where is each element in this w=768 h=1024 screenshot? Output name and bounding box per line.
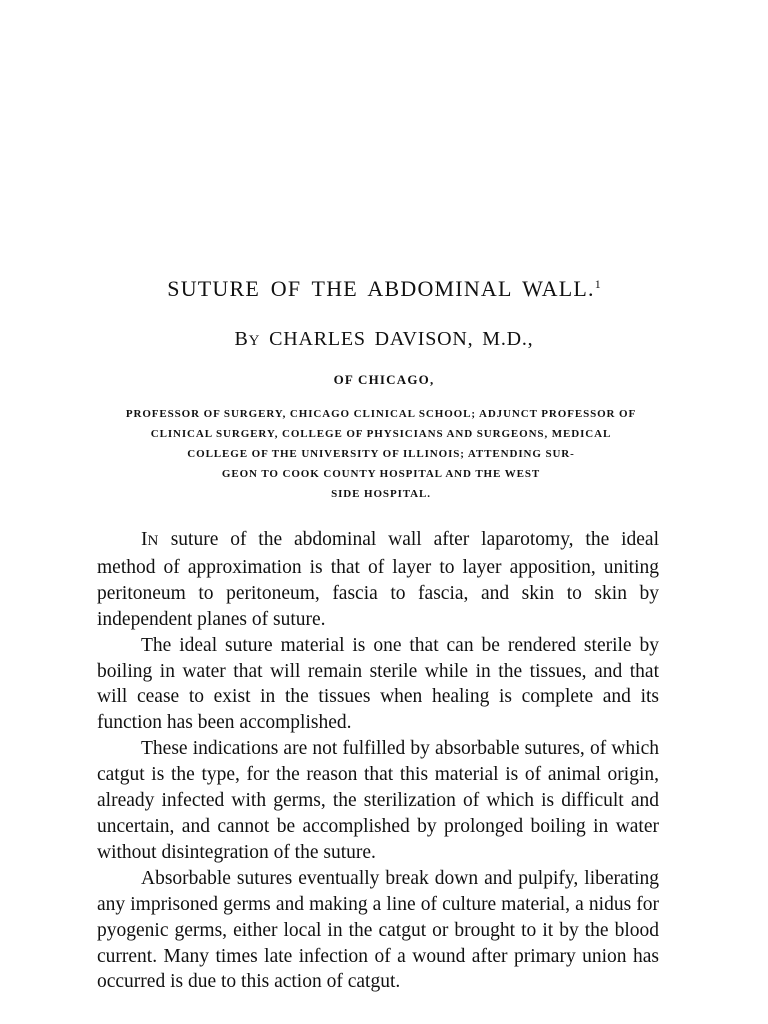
body-paragraph-4: Absorbable sutures eventually break down and pulpify, liberating any imprisoned germs and making a line of culture material, a nidus for pyogenic germs, either local in the catgut or brought to it by the blood current. Many times late infection of a wound after primary union has occurred is due to this action of catgut. — [97, 867, 659, 993]
author-location: OF CHICAGO, — [333, 372, 435, 387]
body-paragraph-2: The ideal suture material is one that can be rendered sterile by boiling in water that will remain sterile while in the tissues, and that will cease to exist in the tissues when healing is complete and its function has been accomplished. — [97, 634, 659, 734]
author-affiliation — [96, 404, 666, 504]
paragraph-initial: I — [141, 529, 148, 550]
title-footnote-marker: 1 — [594, 277, 601, 291]
affiliation-line: CLINICAL SURGERY, COLLEGE OF PHYSICIANS AND SURGEONS, MEDICAL — [150, 428, 612, 440]
article-body — [97, 527, 659, 995]
paragraph-initial-rest: N — [147, 533, 159, 549]
paragraph-1-text: suture of the abdominal wall after laparotomy, the ideal method of approximation is that of layer to layer apposition, uniting peritoneum to peritoneum, fascia to fascia, and skin to skin by independent planes of suture. — [97, 529, 659, 630]
article-title — [0, 276, 768, 302]
affiliation-line: COLLEGE OF THE UNIVERSITY OF ILLINOIS; ATTENDING SUR- — [187, 448, 575, 460]
body-paragraph-3: These indications are not fulfilled by absorbable sutures, of which catgut is the type, for the reason that this material is of animal origin, already infected with germs, the sterilization of which is difficult and uncertain, and cannot be accomplished by prolonged boiling in water without disintegration of the suture. — [97, 738, 659, 863]
body-paragraph-1 — [97, 527, 659, 633]
author-prefix-rest: Y — [248, 333, 261, 349]
affiliation-line: GEON TO COOK COUNTY HOSPITAL AND THE WEST — [221, 468, 541, 480]
article-title-text: SUTURE OF THE ABDOMINAL WALL. — [167, 276, 595, 301]
author-line — [0, 328, 768, 351]
author-name: CHARLES DAVISON, M.D., — [269, 328, 534, 350]
affiliation-line: PROFESSOR OF SURGERY, CHICAGO CLINICAL SCHOOL; ADJUNCT PROFESSOR OF — [125, 408, 637, 420]
author-prefix-initial: B — [234, 328, 249, 350]
affiliation-line: SIDE HOSPITAL. — [331, 488, 431, 500]
